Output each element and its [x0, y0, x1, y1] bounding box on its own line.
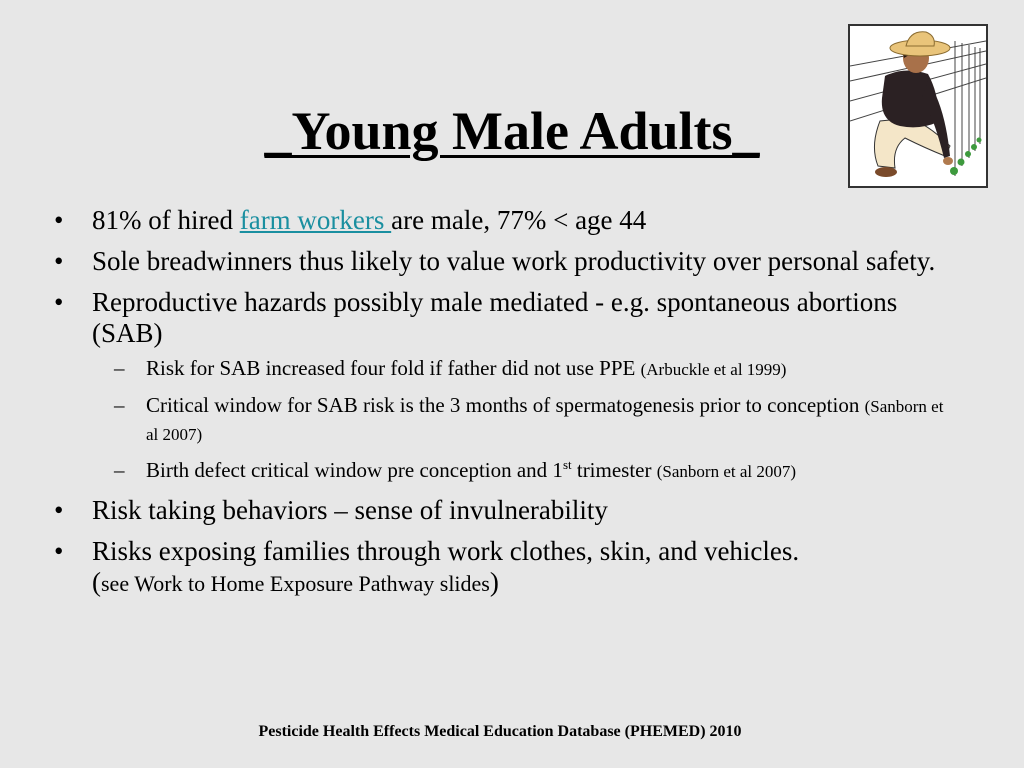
slide-title: _Young Male Adults_ [264, 101, 760, 161]
sub-bullet-text: Birth defect critical window pre conception and 1 [146, 458, 563, 482]
bullet-list [52, 205, 952, 599]
bullet-text: are male, 77% < age 44 [391, 205, 647, 235]
bullet-text: Reproductive hazards possibly male mediated - e.g. spontaneous abortions (SAB) [92, 287, 898, 348]
bullet-risk-taking: • Risk taking behaviors – sense of invulnerability [52, 495, 952, 526]
sub-bullet-sab-risk [100, 355, 952, 383]
sub-bullet-list [92, 355, 952, 485]
citation: (Sanborn et al 2007) [656, 462, 797, 481]
farm-worker-clipart [848, 24, 988, 188]
slide-body [52, 205, 952, 609]
bullet-breadwinners: • Sole breadwinners thus likely to value work productivity over personal safety. [52, 246, 952, 277]
paren: ) [489, 567, 499, 597]
bullet-text: 81% of hired [92, 205, 240, 235]
sub-bullet-text: Critical window for SAB risk is the 3 months of spermatogenesis prior to conception [146, 393, 865, 417]
sub-bullet-critical-window [100, 392, 952, 448]
sub-bullet-birth-defect [100, 457, 952, 485]
slide-footer: Pesticide Health Effects Medical Education Database (PHEMED) 2010 [258, 723, 742, 740]
bullet-text: Risks exposing families through work clothes, skin, and vehicles. [92, 536, 800, 566]
bullet-family-exposure [52, 536, 952, 599]
paren: ( [92, 567, 101, 597]
exposure-pathway-note: see Work to Home Exposure Pathway slides [101, 571, 490, 596]
sub-bullet-text: trimester [571, 458, 657, 482]
bullet-farm-workers [52, 205, 952, 236]
citation: (Arbuckle et al 1999) [640, 360, 787, 379]
farm-workers-link[interactable]: farm workers [239, 205, 392, 235]
bullet-reproductive-hazards [52, 287, 952, 485]
superscript: st [562, 457, 572, 472]
sub-bullet-text: Risk for SAB increased four fold if father did not use PPE [146, 356, 641, 380]
farm-worker-planting-icon [850, 26, 986, 186]
citation: (Sanborn et al 2007) [146, 397, 944, 444]
